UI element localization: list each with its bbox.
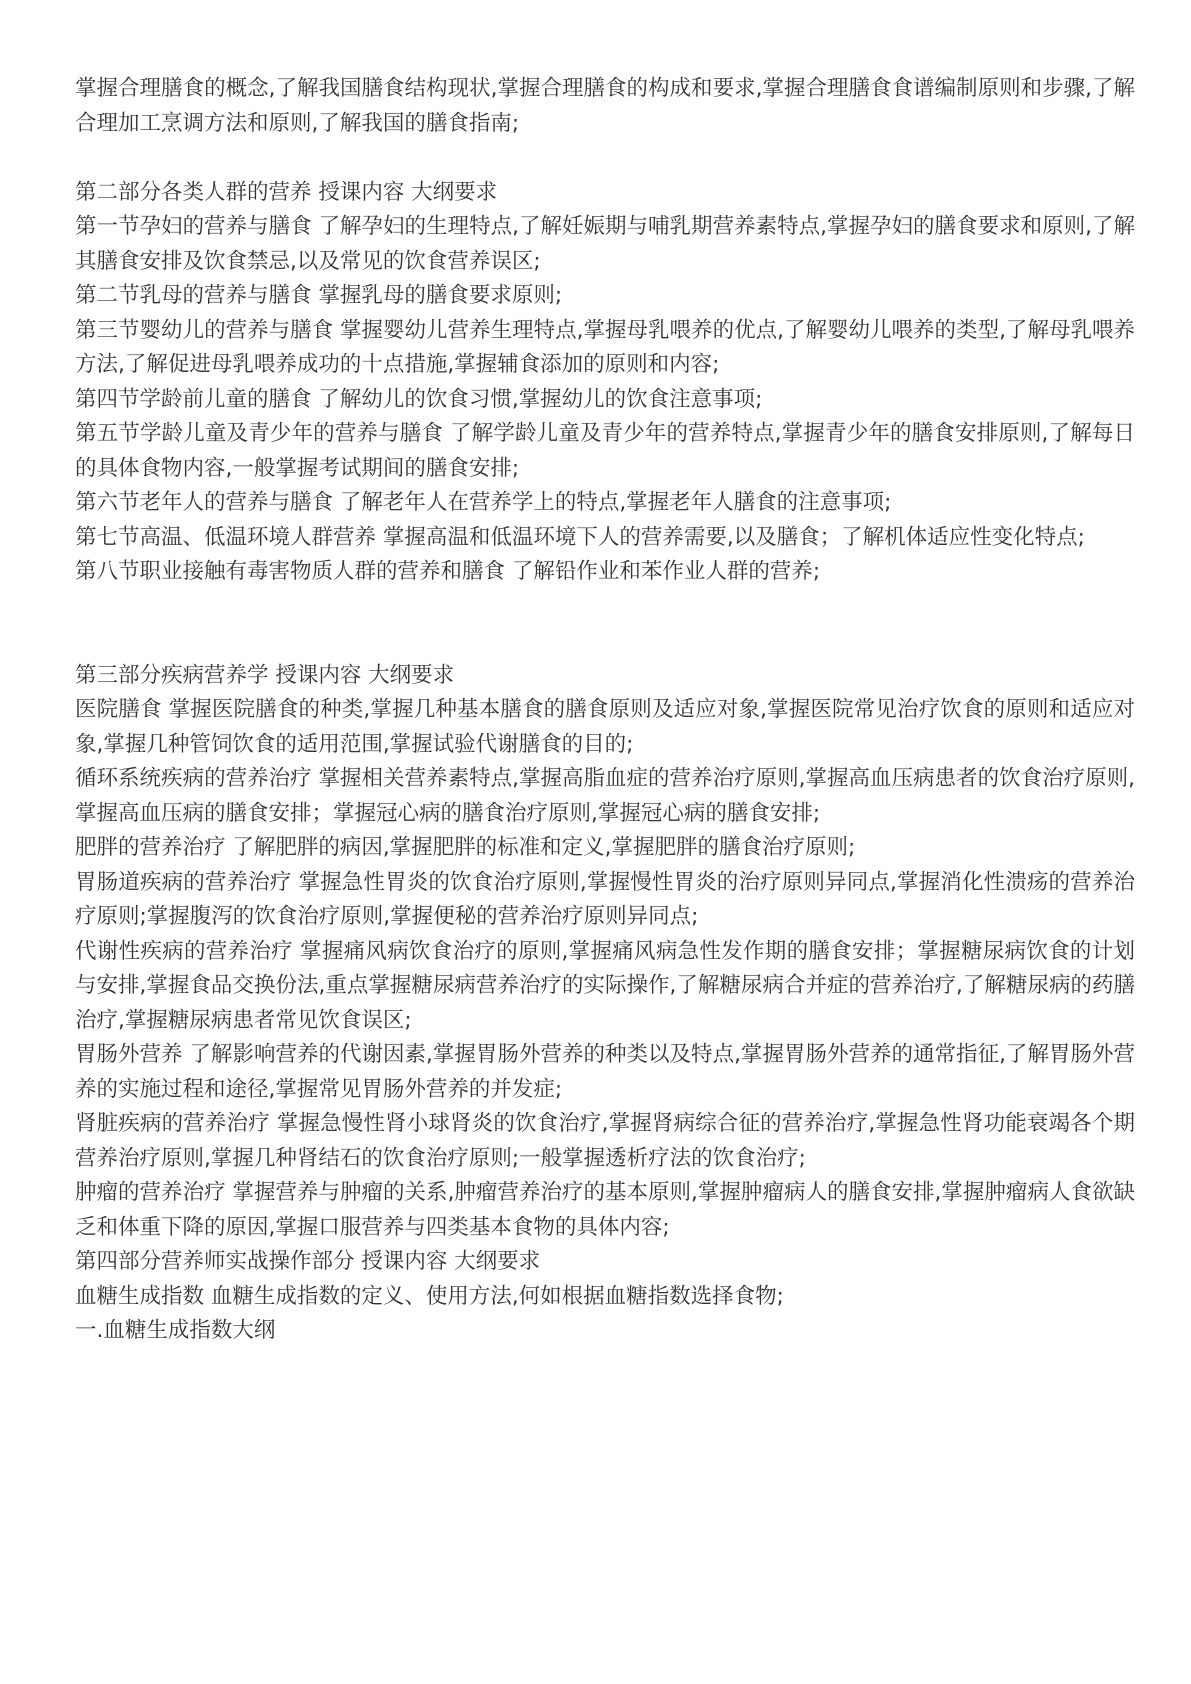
section-heading-part2: 第二部分各类人群的营养 授课内容 大纲要求 — [75, 179, 498, 205]
spacer — [75, 590, 1135, 659]
paragraph-elderly: 第六节老年人的营养与膳食 了解老年人在营养学上的特点,掌握老年人膳食的注意事项; — [75, 490, 892, 515]
paragraph-glycemic-index: 血糖生成指数 血糖生成指数的定义、使用方法,何如根据血糖指数选择食物; — [75, 1283, 784, 1309]
section-heading-part4: 第四部分营养师实战操作部分 授课内容 大纲要求 — [75, 1249, 541, 1274]
paragraph-kidney-disease: 肾脏疾病的营养治疗 掌握急慢性肾小球肾炎的饮食治疗,掌握肾病综合征的营养治疗,掌握急性肾功能衰竭各个期营养治疗原则,掌握几种肾结石的饮食治疗原则;一般掌握透析疗法的饮食治疗; — [75, 1111, 1135, 1171]
paragraph-school-children-teens: 第五节学龄儿童及青少年的营养与膳食 了解学龄儿童及青少年的营养特点,掌握青少年的膳食安排原则,了解每日的具体食物内容,一般掌握考试期间的膳食安排; — [75, 421, 1135, 481]
paragraph-preschool-children: 第四节学龄前儿童的膳食 了解幼儿的饮食习惯,掌握幼儿的饮食注意事项; — [75, 386, 763, 412]
paragraph-balanced-diet: 掌握合理膳食的概念,了解我国膳食结构现状,掌握合理膳食的构成和要求,掌握合理膳食食谱编制原则和步骤,了解合理加工烹调方法和原则,了解我国的膳食指南; — [75, 76, 1135, 136]
paragraph-gastrointestinal: 胃肠道疾病的营养治疗 掌握急性胃炎的饮食治疗原则,掌握慢性胃炎的治疗原则异同点,掌握消化性溃疡的营养治疗原则;掌握腹泻的饮食治疗原则,掌握便秘的营养治疗原则异同点; — [75, 869, 1135, 929]
paragraph-lactating-mothers: 第二节乳母的营养与膳食 掌握乳母的膳食要求原则; — [75, 283, 563, 308]
paragraph-occupational-exposure: 第八节职业接触有毒害物质人群的营养和膳食 了解铅作业和苯作业人群的营养; — [75, 559, 821, 584]
paragraph-metabolic-disease: 代谢性疾病的营养治疗 掌握痛风病饮食治疗的原则,掌握痛风病急性发作期的膳食安排；掌握糖尿病饮食的计划与安排,掌握食品交换份法,重点掌握糖尿病营养治疗的实际操作,了解糖尿病合并症的营养治疗,了解糖尿病的药膳治疗,掌握糖尿病患者常见饮食误区; — [75, 938, 1135, 1033]
paragraph-obesity: 肥胖的营养治疗 了解肥胖的病因,掌握肥胖的标准和定义,掌握肥胖的膳食治疗原则; — [75, 835, 856, 860]
paragraph-infants: 第三节婴幼儿的营养与膳食 掌握婴幼儿营养生理特点,掌握母乳喂养的优点,了解婴幼儿喂养的类型,了解母乳喂养方法,了解促进母乳喂养成功的十点措施,掌握辅食添加的原则和内容; — [75, 317, 1135, 377]
paragraph-pregnant-women: 第一节孕妇的营养与膳食 了解孕妇的生理特点,了解妊娠期与哺乳期营养素特点,掌握孕妇的膳食要求和原则,了解其膳食安排及饮食禁忌,以及常见的饮食营养误区; — [75, 214, 1135, 274]
paragraph-hospital-diet: 医院膳食 掌握医院膳食的种类,掌握几种基本膳食的膳食原则及适应对象,掌握医院常见治疗饮食的原则和适应对象,掌握几种管饲饮食的适用范围,掌握试验代谢膳食的目的; — [75, 697, 1135, 757]
document-page — [75, 72, 1135, 1349]
spacer — [75, 141, 1135, 176]
paragraph-tumor: 肿瘤的营养治疗 掌握营养与肿瘤的关系,肿瘤营养治疗的基本原则,掌握肿瘤病人的膳食安排,掌握肿瘤病人食欲缺乏和体重下降的原因,掌握口服营养与四类基本食物的具体内容; — [75, 1180, 1135, 1240]
section-heading-part3: 第三部分疾病营养学 授课内容 大纲要求 — [75, 662, 455, 688]
paragraph-temperature-environment: 第七节高温、低温环境人群营养 掌握高温和低温环境下人的营养需要,以及膳食；了解机体适应性变化特点; — [75, 524, 1085, 550]
paragraph-parenteral-nutrition: 胃肠外营养 了解影响营养的代谢因素,掌握胃肠外营养的种类以及特点,掌握胃肠外营养的通常指征,了解胃肠外营养的实施过程和途径,掌握常见胃肠外营养的并发症; — [75, 1042, 1135, 1102]
subheading-glycemic-index-outline: 一.血糖生成指数大纲 — [75, 1318, 276, 1343]
paragraph-circulatory-disease: 循环系统疾病的营养治疗 掌握相关营养素特点,掌握高脂血症的营养治疗原则,掌握高血压病患者的饮食治疗原则,掌握高血压病的膳食安排；掌握冠心病的膳食治疗原则,掌握冠心病的膳食安排; — [75, 766, 1135, 826]
